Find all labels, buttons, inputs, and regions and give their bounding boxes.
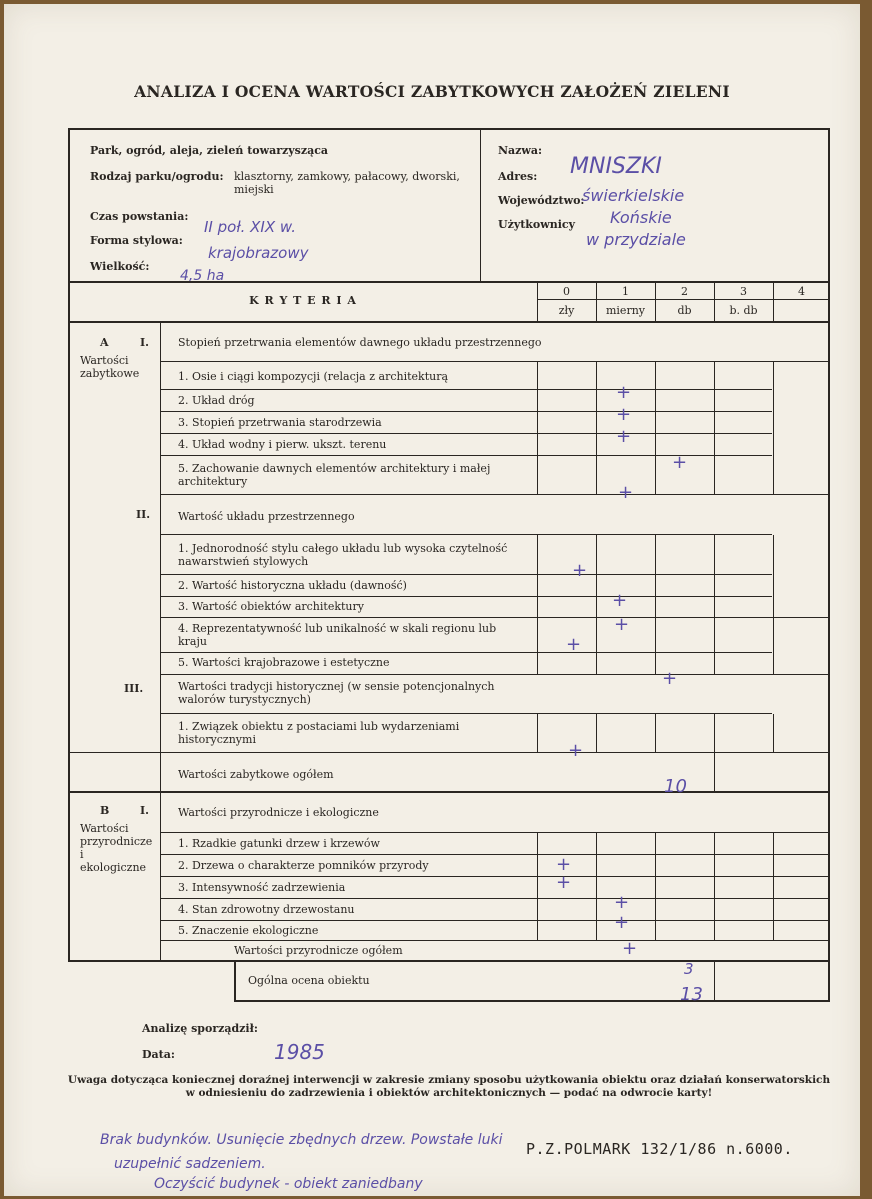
mark-b1-3: + <box>556 872 572 893</box>
a2-item-5: 5. Wartości krajobrazowe i estetyczne <box>178 656 390 669</box>
a1-title: Stopień przetrwania elementów dawnego układu przestrzennego <box>178 336 542 349</box>
score-label-2: db <box>677 304 692 317</box>
date-label: Data: <box>142 1048 175 1061</box>
hw-note-3: Oczyścić budynek - obiekt zaniedbany <box>154 1176 423 1192</box>
b1-title: Wartości przyrodnicze i ekologiczne <box>178 806 379 819</box>
score-1: 1 <box>622 285 629 298</box>
hw-overall-1: 3 <box>684 960 694 978</box>
hw-users: w przydziale <box>586 230 686 249</box>
b-total: Wartości przyrodnicze ogółem <box>234 944 403 957</box>
author-label: Analizę sporządził: <box>142 1022 258 1035</box>
score-0: 0 <box>563 285 570 298</box>
a3-item-1: 1. Związek obiektu z postaciami lub wydarzeniami historycznymi <box>178 720 460 746</box>
a1-item-4: 4. Układ wodny i pierw. ukszt. terenu <box>178 438 387 451</box>
intervention-note: Uwaga dotycząca koniecznej doraźnej interwencji w zakresie zmiany sposobu użytkowania obiektu oraz działań konserwatorskich w odniesieniu do zadrzewienia i obiektów architektonicznych — podać na odwrocie karty! <box>67 1074 831 1099</box>
hw-note-1: Brak budynków. Usunięcie zbędnych drzew. Powstałe luki <box>100 1132 503 1148</box>
a1-item-2: 2. Układ dróg <box>178 394 255 407</box>
hw-overall-2: 13 <box>680 984 703 1005</box>
a2-title: Wartość układu przestrzennego <box>178 510 355 523</box>
mark-b1-4: + <box>614 892 630 913</box>
a2-item-1: 1. Jednorodność stylu całego układu lub wysoka czytelność nawarstwień stylowych <box>178 542 508 568</box>
mark-a2-3: + <box>612 590 628 611</box>
section-b-letter: B <box>100 804 110 817</box>
hw-total-value: 10 <box>664 776 687 797</box>
section-a-letter: A <box>100 336 109 349</box>
hw-size: 4,5 ha <box>180 268 225 284</box>
mark-a1-6: + <box>618 482 634 503</box>
mark-a1-3: + <box>616 404 632 425</box>
hw-note-2: uzupełnić sadzeniem. <box>114 1156 266 1172</box>
voivodeship-label: Województwo: <box>498 194 585 207</box>
a2-item-2: 2. Wartość historyczna układu (dawność) <box>178 579 407 592</box>
section-a-name: Wartości zabytkowe <box>80 354 140 380</box>
mark-a3: + <box>662 668 678 689</box>
style-label: Forma stylowa: <box>90 234 183 247</box>
hw-voivodeship: świerkielskie <box>582 186 685 205</box>
section-a-roman2: II. <box>136 508 151 521</box>
section-a-roman1: I. <box>140 336 149 349</box>
score-label-1: mierny <box>605 304 645 317</box>
b1-item-3: 3. Intensywność zadrzewienia <box>178 881 346 894</box>
a1-item-5: 5. Zachowanie dawnych elementów architektury i małej architektury <box>178 462 491 488</box>
a1-item-1: 1. Osie i ciągi kompozycji (relacja z architekturą <box>178 370 449 383</box>
mark-a1-2: + <box>616 382 632 403</box>
b1-item-4: 4. Stan zdrowotny drzewostanu <box>178 903 355 916</box>
users-label: Użytkownicy <box>498 218 576 231</box>
b1-item-5: 5. Znaczenie ekologiczne <box>178 924 319 937</box>
a2-item-3: 3. Wartość obiektów architektury <box>178 600 364 613</box>
a1-item-3: 3. Stopień przetrwania starodrzewia <box>178 416 382 429</box>
score-4: 4 <box>798 285 805 298</box>
kind-label: Rodzaj parku/ogrodu: <box>90 170 224 183</box>
hw-time: II poł. XIX w. <box>204 218 296 236</box>
section-b-name: Wartości przyrodnicze i ekologiczne <box>80 822 153 874</box>
hw-address: Końskie <box>610 208 672 227</box>
hw-date: 1985 <box>274 1040 325 1064</box>
section-b-roman1: I. <box>140 804 149 817</box>
mark-b1-5: + <box>614 912 630 933</box>
mark-b-total: + <box>622 938 638 959</box>
score-label-0: zły <box>558 304 575 317</box>
overall-label: Ogólna ocena obiektu <box>248 974 370 987</box>
score-2: 2 <box>681 285 688 298</box>
park-type-label: Park, ogród, aleja, zieleń towarzysząca <box>90 144 329 157</box>
name-label: Nazwa: <box>498 144 543 157</box>
a3-title: Wartości tradycji historycznej (w sensie potencjonalnych walorów turystycznych) <box>178 680 495 706</box>
size-label: Wielkość: <box>90 260 150 273</box>
address-label: Adres: <box>498 170 538 183</box>
b1-item-1: 1. Rzadkie gatunki drzew i krzewów <box>178 837 380 850</box>
mark-b1-2: + <box>556 854 572 875</box>
hw-style: krajobrazowy <box>208 244 309 262</box>
b1-item-2: 2. Drzewa o charakterze pomników przyrody <box>178 859 429 872</box>
form-title: ANALIZA I OCENA WARTOŚCI ZABYTKOWYCH ZAŁOŻEŃ ZIELENI <box>134 82 730 101</box>
a-total: Wartości zabytkowe ogółem <box>178 768 334 781</box>
mark-a2-5: + <box>566 634 582 655</box>
mark-a1-5: + <box>672 452 688 473</box>
print-stamp: P.Z.POLMARK 132/1/86 n.6000. <box>526 1140 793 1158</box>
hw-name: MNISZKI <box>570 154 662 179</box>
kind-options: klasztorny, zamkowy, pałacowy, dworski, miejski <box>234 170 460 196</box>
a2-item-4: 4. Reprezentatywność lub unikalność w skali regionu lub kraju <box>178 622 497 648</box>
mark-a2-1: + <box>572 560 588 581</box>
criteria-label: K R Y T E R I A <box>249 294 357 307</box>
time-label: Czas powstania: <box>90 210 189 223</box>
score-3: 3 <box>740 285 747 298</box>
section-a-roman3: III. <box>124 682 144 695</box>
mark-a2-4: + <box>614 614 630 635</box>
mark-a3-1: + <box>568 740 584 761</box>
mark-a1-4: + <box>616 426 632 447</box>
score-label-3: b. db <box>729 304 758 317</box>
form-sheet <box>4 4 860 1196</box>
